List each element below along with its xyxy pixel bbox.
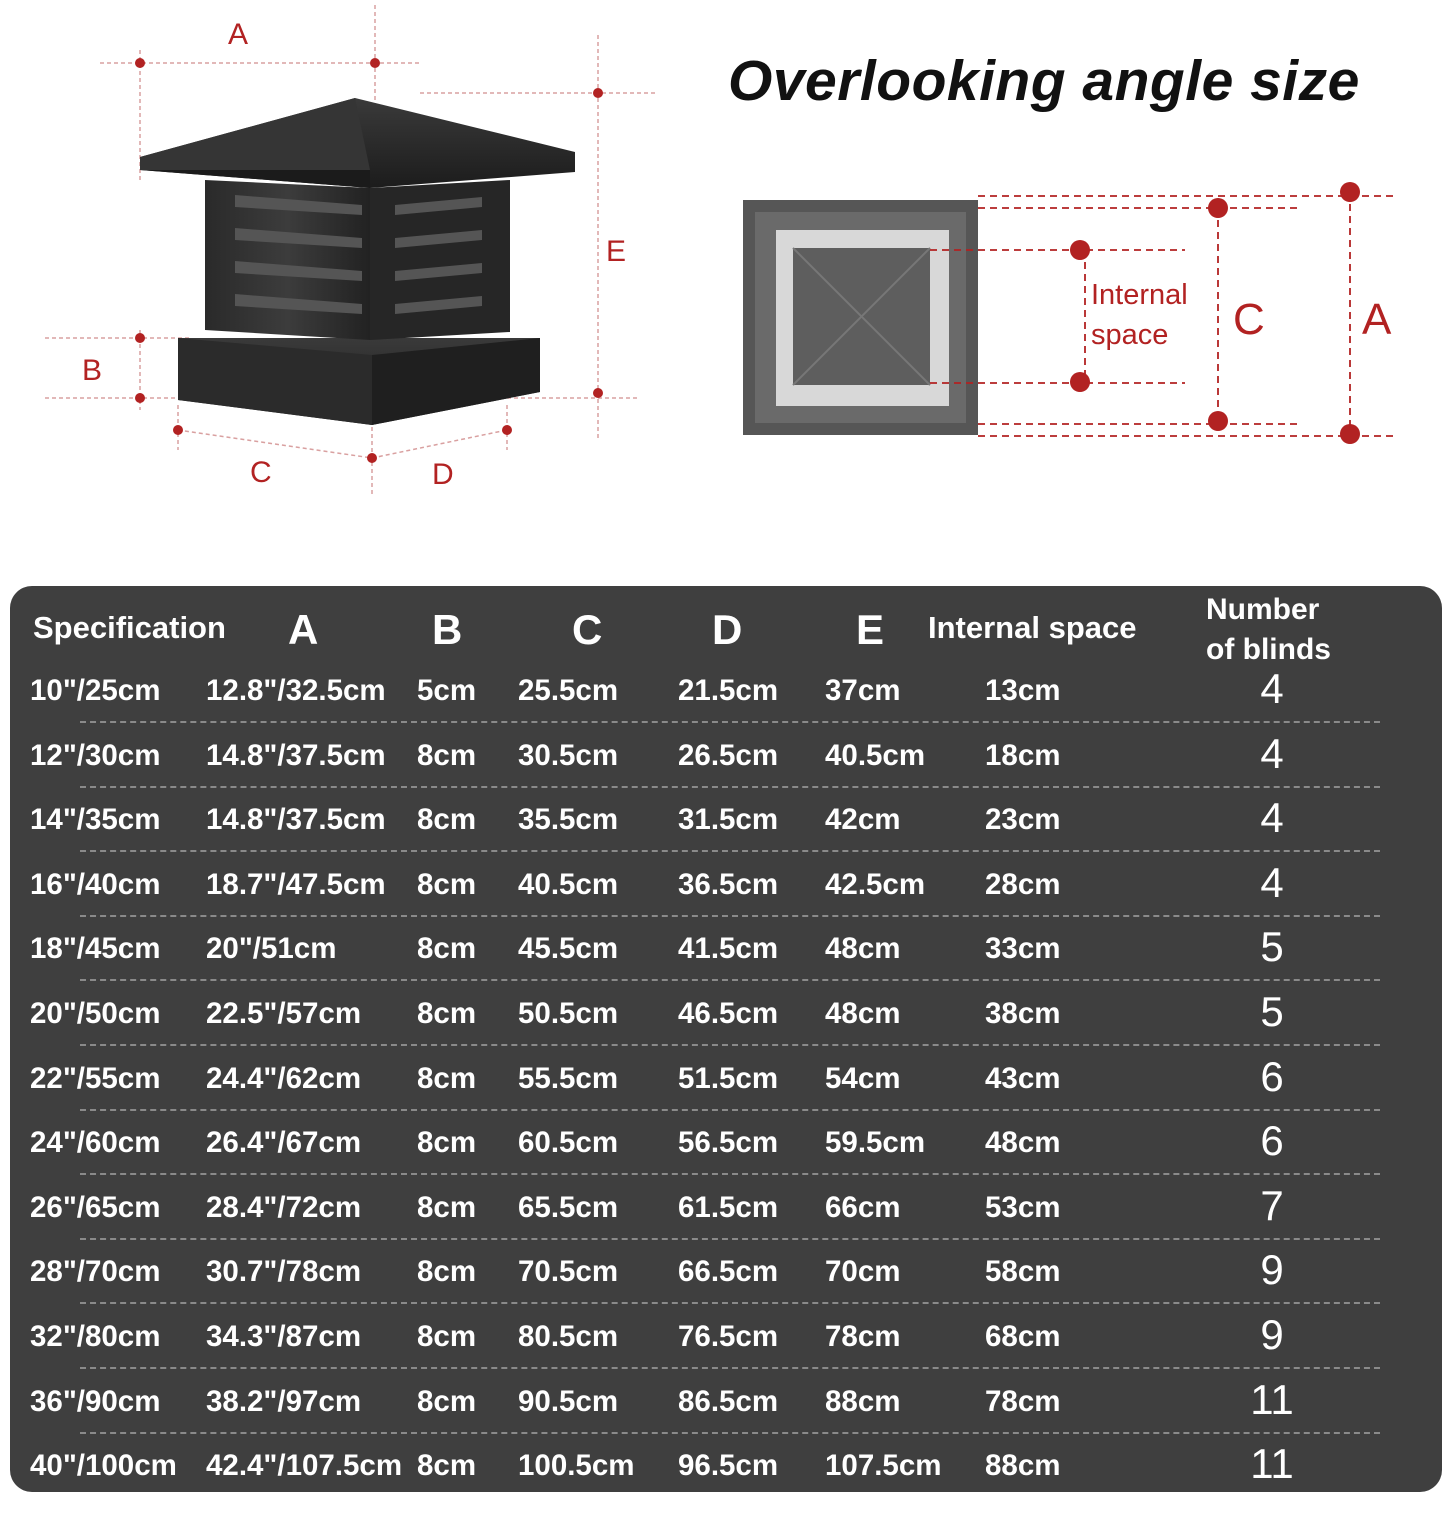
header-specification: Specification	[33, 610, 226, 645]
cell-a: 28.4"/72cm	[206, 1190, 362, 1224]
header-e: E	[856, 606, 885, 653]
header-b: B	[432, 606, 463, 653]
cell-e: 42cm	[825, 803, 901, 837]
header-a: A	[288, 606, 319, 653]
cell-internal-space: 43cm	[985, 1061, 1061, 1095]
cell-internal-space: 48cm	[985, 1126, 1061, 1160]
top-label-internal-line1: Internal	[1091, 279, 1188, 311]
cell-internal-space: 33cm	[985, 932, 1061, 966]
row-divider	[80, 1302, 1380, 1304]
cell-internal-space: 58cm	[985, 1255, 1061, 1289]
cell-number-of-blinds: 6	[1260, 1117, 1284, 1165]
cell-specification: 14"/35cm	[30, 803, 161, 837]
cell-e: 88cm	[825, 1384, 901, 1418]
cell-e: 54cm	[825, 1061, 901, 1095]
cell-internal-space: 18cm	[985, 738, 1061, 772]
cell-d: 76.5cm	[678, 1320, 779, 1353]
side-label-a: A	[228, 18, 249, 51]
cell-number-of-blinds: 11	[1250, 1375, 1294, 1423]
header-d: D	[712, 606, 743, 653]
cell-b: 8cm	[417, 1449, 477, 1483]
cell-a: 38.2"/97cm	[206, 1384, 362, 1418]
cell-d: 26.5cm	[678, 738, 779, 772]
cell-number-of-blinds: 4	[1260, 729, 1284, 777]
cell-specification: 24"/60cm	[30, 1126, 161, 1160]
cell-c: 50.5cm	[518, 997, 619, 1030]
cell-internal-space: 23cm	[985, 803, 1061, 837]
header-internal-space: Internal space	[928, 610, 1137, 645]
cell-e: 70cm	[825, 1255, 901, 1289]
cell-d: 21.5cm	[678, 674, 779, 707]
cell-b: 8cm	[417, 1255, 477, 1289]
cell-internal-space: 88cm	[985, 1449, 1061, 1483]
side-label-c: C	[250, 456, 272, 489]
cell-number-of-blinds: 9	[1260, 1246, 1284, 1294]
table-row	[10, 858, 1442, 932]
table-row	[10, 923, 1442, 996]
cell-d: 46.5cm	[678, 997, 779, 1030]
cell-a: 22.5"/57cm	[206, 997, 362, 1030]
row-divider	[80, 915, 1380, 917]
header-number-of-blinds	[1206, 590, 1376, 670]
cell-a: 18.7"/47.5cm	[206, 867, 386, 901]
cell-b: 5cm	[417, 674, 477, 707]
cell-a: 26.4"/67cm	[206, 1126, 362, 1160]
cell-number-of-blinds: 7	[1260, 1181, 1284, 1229]
cell-specification: 36"/90cm	[30, 1384, 161, 1418]
cell-b: 8cm	[417, 867, 477, 901]
cell-specification: 22"/55cm	[30, 1061, 161, 1095]
cell-e: 66cm	[825, 1190, 901, 1224]
cell-specification: 16"/40cm	[30, 867, 161, 901]
row-divider	[80, 1173, 1380, 1175]
table-row	[10, 794, 1442, 867]
cell-number-of-blinds: 9	[1260, 1311, 1284, 1358]
top-view-dim-points	[1070, 182, 1360, 444]
top-view-guides	[930, 192, 1398, 436]
header-blinds-line1: Number	[1206, 593, 1320, 626]
cell-c: 70.5cm	[518, 1255, 619, 1289]
table-row	[10, 1246, 1442, 1319]
cell-a: 24.4"/62cm	[206, 1061, 362, 1095]
side-view-diagram	[45, 5, 655, 495]
cell-e: 48cm	[825, 932, 901, 966]
cell-b: 8cm	[417, 1126, 477, 1160]
cell-specification: 20"/50cm	[30, 997, 161, 1030]
spec-table-header	[10, 586, 1442, 668]
cell-b: 8cm	[417, 803, 477, 837]
cell-internal-space: 13cm	[985, 674, 1061, 707]
table-row	[10, 1311, 1442, 1384]
cell-number-of-blinds: 5	[1260, 988, 1284, 1035]
cell-d: 41.5cm	[678, 932, 779, 966]
cell-b: 8cm	[417, 932, 477, 966]
cell-internal-space: 38cm	[985, 997, 1061, 1030]
table-row	[10, 665, 1442, 738]
spec-table	[10, 586, 1442, 1492]
cell-e: 107.5cm	[825, 1449, 942, 1483]
cell-a: 34.3"/87cm	[206, 1320, 362, 1353]
row-divider	[80, 1044, 1380, 1046]
cell-e: 48cm	[825, 997, 901, 1030]
top-label-c: C	[1233, 295, 1265, 344]
cell-a: 12.8"/32.5cm	[206, 674, 386, 707]
row-divider	[80, 979, 1380, 981]
row-divider	[80, 1432, 1380, 1434]
cell-c: 55.5cm	[518, 1061, 619, 1095]
cell-b: 8cm	[417, 1320, 477, 1353]
table-row	[10, 1117, 1442, 1190]
cell-c: 60.5cm	[518, 1126, 619, 1160]
cell-specification: 12"/30cm	[30, 738, 161, 772]
cell-d: 86.5cm	[678, 1384, 779, 1418]
cell-number-of-blinds: 6	[1260, 1052, 1284, 1100]
cell-number-of-blinds: 4	[1260, 794, 1284, 842]
cell-d: 61.5cm	[678, 1190, 779, 1224]
cell-c: 25.5cm	[518, 674, 619, 707]
cell-c: 80.5cm	[518, 1320, 619, 1353]
cell-specification: 32"/80cm	[30, 1320, 161, 1353]
cell-a: 20"/51cm	[206, 932, 337, 966]
cell-d: 66.5cm	[678, 1255, 779, 1289]
table-row	[10, 1375, 1442, 1449]
side-label-b: B	[82, 354, 103, 387]
cell-d: 96.5cm	[678, 1449, 779, 1483]
cell-d: 51.5cm	[678, 1061, 779, 1095]
top-label-a: A	[1362, 295, 1392, 344]
row-divider	[80, 786, 1380, 788]
table-row	[10, 1181, 1442, 1255]
cell-number-of-blinds: 11	[1250, 1440, 1294, 1488]
cell-d: 31.5cm	[678, 803, 779, 837]
cell-b: 8cm	[417, 738, 477, 772]
cell-e: 59.5cm	[825, 1126, 926, 1160]
cell-specification: 10"/25cm	[30, 674, 161, 707]
cell-d: 56.5cm	[678, 1126, 779, 1160]
row-divider	[80, 1238, 1380, 1240]
cell-b: 8cm	[417, 997, 477, 1030]
table-row	[10, 1440, 1442, 1513]
cell-c: 45.5cm	[518, 932, 619, 966]
table-row	[10, 1052, 1442, 1126]
cell-c: 40.5cm	[518, 867, 619, 901]
row-divider	[80, 850, 1380, 852]
cell-e: 78cm	[825, 1320, 901, 1353]
cell-number-of-blinds: 4	[1260, 858, 1284, 906]
cell-specification: 40"/100cm	[30, 1449, 177, 1483]
cell-c: 65.5cm	[518, 1190, 619, 1224]
cell-number-of-blinds: 4	[1260, 665, 1284, 712]
cell-a: 14.8"/37.5cm	[206, 738, 386, 772]
cell-a: 42.4"/107.5cm	[206, 1449, 403, 1483]
side-label-d: D	[432, 458, 454, 491]
cell-c: 100.5cm	[518, 1449, 635, 1483]
top-label-internal-line2: space	[1091, 319, 1169, 351]
row-divider	[80, 721, 1380, 723]
header-c: C	[572, 606, 603, 653]
cell-specification: 26"/65cm	[30, 1190, 161, 1224]
cell-c: 30.5cm	[518, 738, 619, 772]
cell-number-of-blinds: 5	[1260, 923, 1284, 971]
cell-b: 8cm	[417, 1190, 477, 1224]
cell-internal-space: 78cm	[985, 1384, 1061, 1418]
cell-internal-space: 28cm	[985, 867, 1061, 901]
table-row	[10, 988, 1442, 1061]
top-view-diagram	[743, 182, 1398, 444]
cell-e: 40.5cm	[825, 738, 926, 772]
side-label-e: E	[606, 235, 627, 268]
cell-specification: 18"/45cm	[30, 932, 161, 966]
cell-b: 8cm	[417, 1384, 477, 1418]
cell-internal-space: 68cm	[985, 1320, 1061, 1353]
cell-e: 37cm	[825, 674, 901, 707]
cell-b: 8cm	[417, 1061, 477, 1095]
row-divider	[80, 1109, 1380, 1111]
cell-a: 30.7"/78cm	[206, 1255, 362, 1289]
cell-c: 35.5cm	[518, 803, 619, 837]
cell-d: 36.5cm	[678, 867, 779, 901]
cell-e: 42.5cm	[825, 867, 926, 901]
cell-a: 14.8"/37.5cm	[206, 803, 386, 837]
top-view-title: Overlooking angle size	[728, 49, 1360, 113]
cell-specification: 28"/70cm	[30, 1255, 161, 1289]
cell-internal-space: 53cm	[985, 1190, 1061, 1224]
row-divider	[80, 1367, 1380, 1369]
header-blinds-line2: of blinds	[1206, 633, 1331, 666]
cell-c: 90.5cm	[518, 1384, 619, 1418]
table-row	[10, 729, 1442, 803]
